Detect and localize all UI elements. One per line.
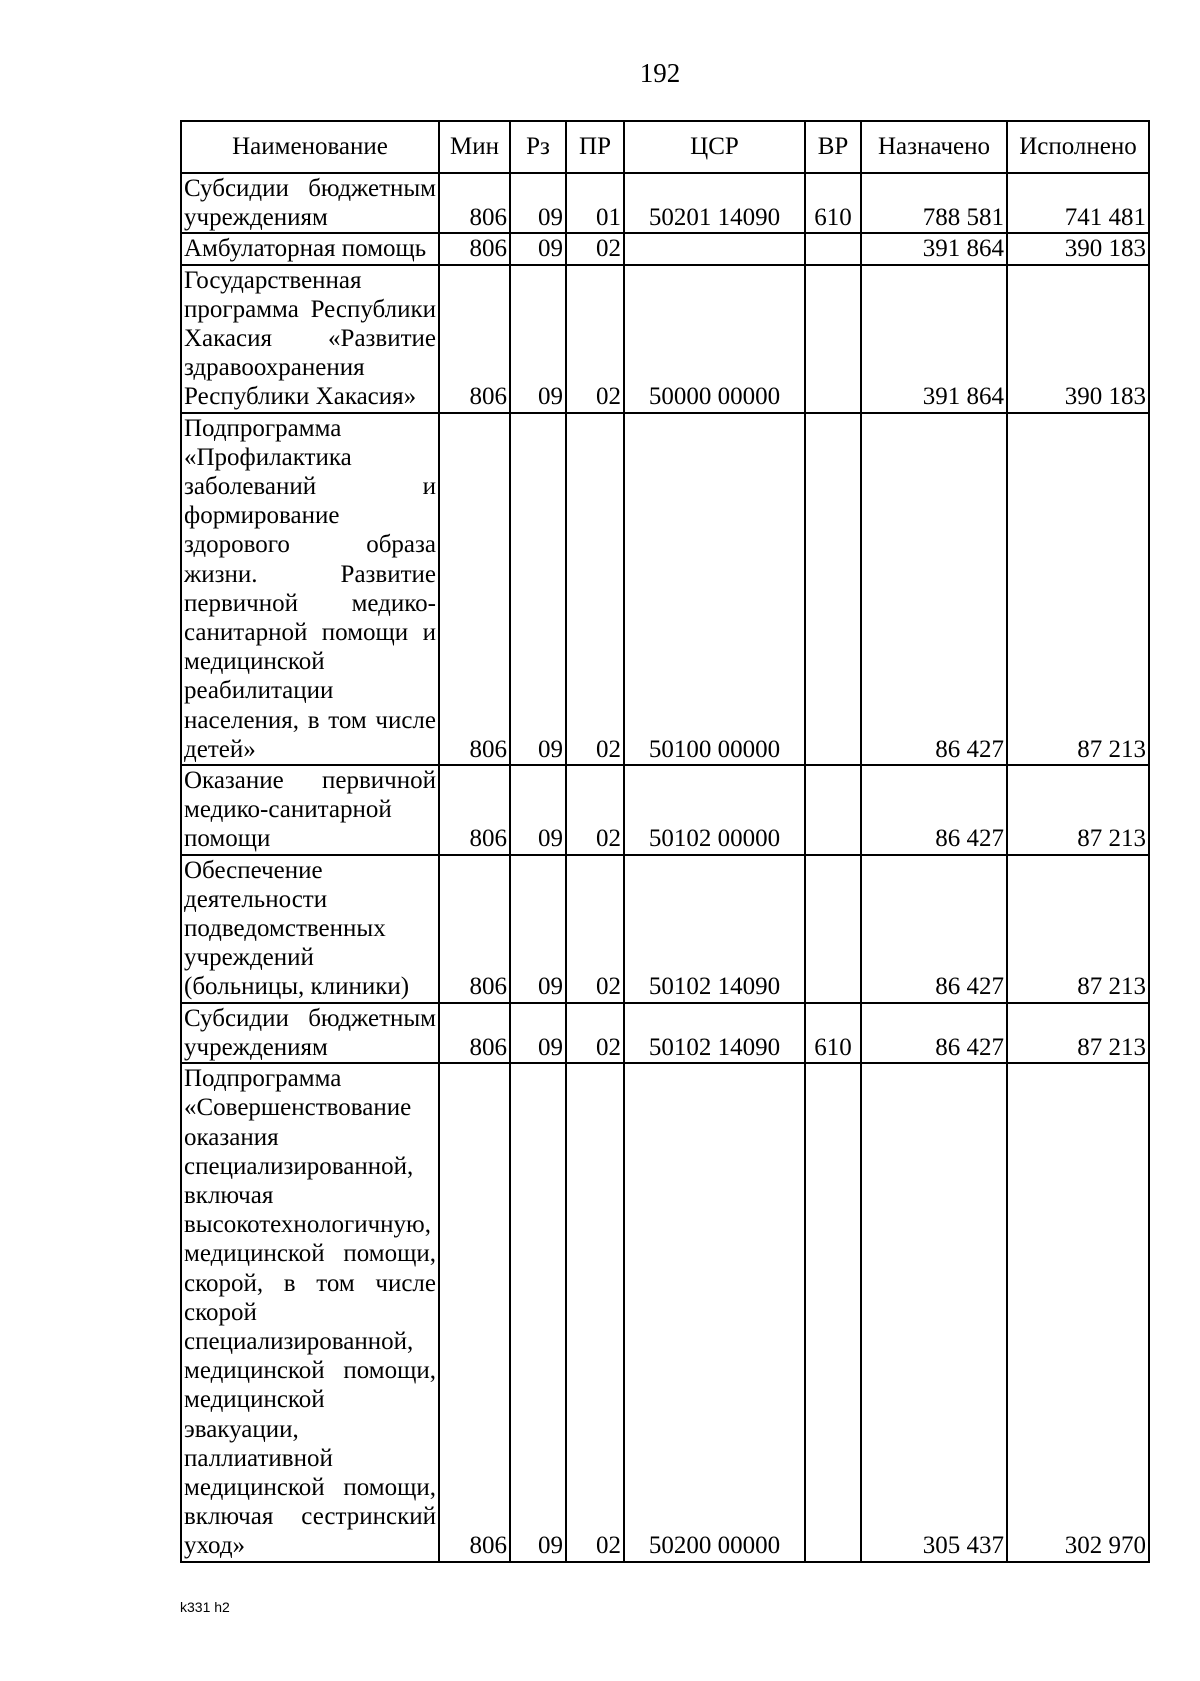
cell-rz: 09 — [510, 855, 566, 1003]
cell-rz: 09 — [510, 765, 566, 855]
cell-executed: 87 213 — [1007, 855, 1149, 1003]
cell-name: Обеспечение деятельности подведомственных учреждений (больницы, клиники) — [181, 855, 439, 1003]
cell-pr: 02 — [566, 413, 624, 765]
cell-rz: 09 — [510, 265, 566, 413]
table-row — [181, 233, 1149, 264]
cell-assigned: 86 427 — [861, 1003, 1007, 1063]
header-assigned: Назначено — [861, 121, 1007, 173]
header-rz: Рз — [510, 121, 566, 173]
cell-executed: 302 970 — [1007, 1063, 1149, 1561]
cell-assigned: 305 437 — [861, 1063, 1007, 1561]
cell-csr: 50102 00000 — [624, 765, 805, 855]
table-row — [181, 1063, 1149, 1561]
cell-assigned: 86 427 — [861, 765, 1007, 855]
cell-pr: 01 — [566, 173, 624, 233]
cell-vr — [805, 1063, 861, 1561]
cell-name: Подпрограмма «Совершенствование оказания специализированной, включая высокотехнологичную, медицинской помощи, скорой, в том числе скорой специализированной, медицинской помощи, медицинской эвакуации, паллиативной медицинской помощи, включая сестринский уход» — [181, 1063, 439, 1561]
cell-assigned: 86 427 — [861, 413, 1007, 765]
cell-rz: 09 — [510, 1003, 566, 1063]
cell-name: Государственная программа Республики Хакасия «Развитие здравоохранения Республики Хакасия» — [181, 265, 439, 413]
cell-name: Субсидии бюджетным учреждениям — [181, 1003, 439, 1063]
cell-min: 806 — [439, 765, 510, 855]
table-row — [181, 765, 1149, 855]
cell-min: 806 — [439, 233, 510, 264]
table-row — [181, 265, 1149, 413]
cell-csr: 50102 14090 — [624, 1003, 805, 1063]
cell-min: 806 — [439, 265, 510, 413]
cell-assigned: 86 427 — [861, 855, 1007, 1003]
cell-vr — [805, 855, 861, 1003]
cell-executed: 390 183 — [1007, 233, 1149, 264]
cell-executed: 741 481 — [1007, 173, 1149, 233]
cell-rz: 09 — [510, 413, 566, 765]
table-row — [181, 1003, 1149, 1063]
header-csr: ЦСР — [624, 121, 805, 173]
cell-pr: 02 — [566, 233, 624, 264]
header-row — [181, 121, 1149, 173]
cell-vr: 610 — [805, 173, 861, 233]
footer-code: k331 h2 — [180, 1599, 230, 1615]
table-row — [181, 413, 1149, 765]
table-body — [181, 173, 1149, 1562]
cell-vr — [805, 765, 861, 855]
header-pr: ПР — [566, 121, 624, 173]
cell-csr: 50000 00000 — [624, 265, 805, 413]
table-row — [181, 173, 1149, 233]
cell-executed: 87 213 — [1007, 765, 1149, 855]
cell-rz: 09 — [510, 1063, 566, 1561]
cell-rz: 09 — [510, 233, 566, 264]
cell-name: Субсидии бюджетным учреждениям — [181, 173, 439, 233]
header-name: Наименование — [181, 121, 439, 173]
cell-min: 806 — [439, 1003, 510, 1063]
cell-pr: 02 — [566, 1063, 624, 1561]
cell-vr — [805, 413, 861, 765]
cell-rz: 09 — [510, 173, 566, 233]
cell-csr — [624, 233, 805, 264]
cell-pr: 02 — [566, 1003, 624, 1063]
header-executed: Исполнено — [1007, 121, 1149, 173]
cell-name: Амбулаторная помощь — [181, 233, 439, 264]
cell-min: 806 — [439, 1063, 510, 1561]
cell-pr: 02 — [566, 265, 624, 413]
cell-csr: 50201 14090 — [624, 173, 805, 233]
cell-name: Оказание первичной медико-санитарной помощи — [181, 765, 439, 855]
cell-csr: 50100 00000 — [624, 413, 805, 765]
cell-assigned: 788 581 — [861, 173, 1007, 233]
cell-assigned: 391 864 — [861, 265, 1007, 413]
table-row — [181, 855, 1149, 1003]
header-vr: ВР — [805, 121, 861, 173]
budget-table — [180, 120, 1150, 1563]
header-min: Мин — [439, 121, 510, 173]
cell-name: Подпрограмма «Профилактика заболеваний и формирование здорового образа жизни. Развитие первичной медико-санитарной помощи и медицинской реабилитации населения, в том числе детей» — [181, 413, 439, 765]
cell-executed: 390 183 — [1007, 265, 1149, 413]
cell-vr — [805, 265, 861, 413]
cell-assigned: 391 864 — [861, 233, 1007, 264]
cell-pr: 02 — [566, 855, 624, 1003]
table-header — [181, 121, 1149, 173]
cell-min: 806 — [439, 855, 510, 1003]
cell-vr: 610 — [805, 1003, 861, 1063]
cell-min: 806 — [439, 413, 510, 765]
page-number: 192 — [639, 58, 681, 88]
cell-pr: 02 — [566, 765, 624, 855]
cell-vr — [805, 233, 861, 264]
cell-executed: 87 213 — [1007, 1003, 1149, 1063]
cell-csr: 50102 14090 — [624, 855, 805, 1003]
cell-csr: 50200 00000 — [624, 1063, 805, 1561]
cell-executed: 87 213 — [1007, 413, 1149, 765]
cell-min: 806 — [439, 173, 510, 233]
